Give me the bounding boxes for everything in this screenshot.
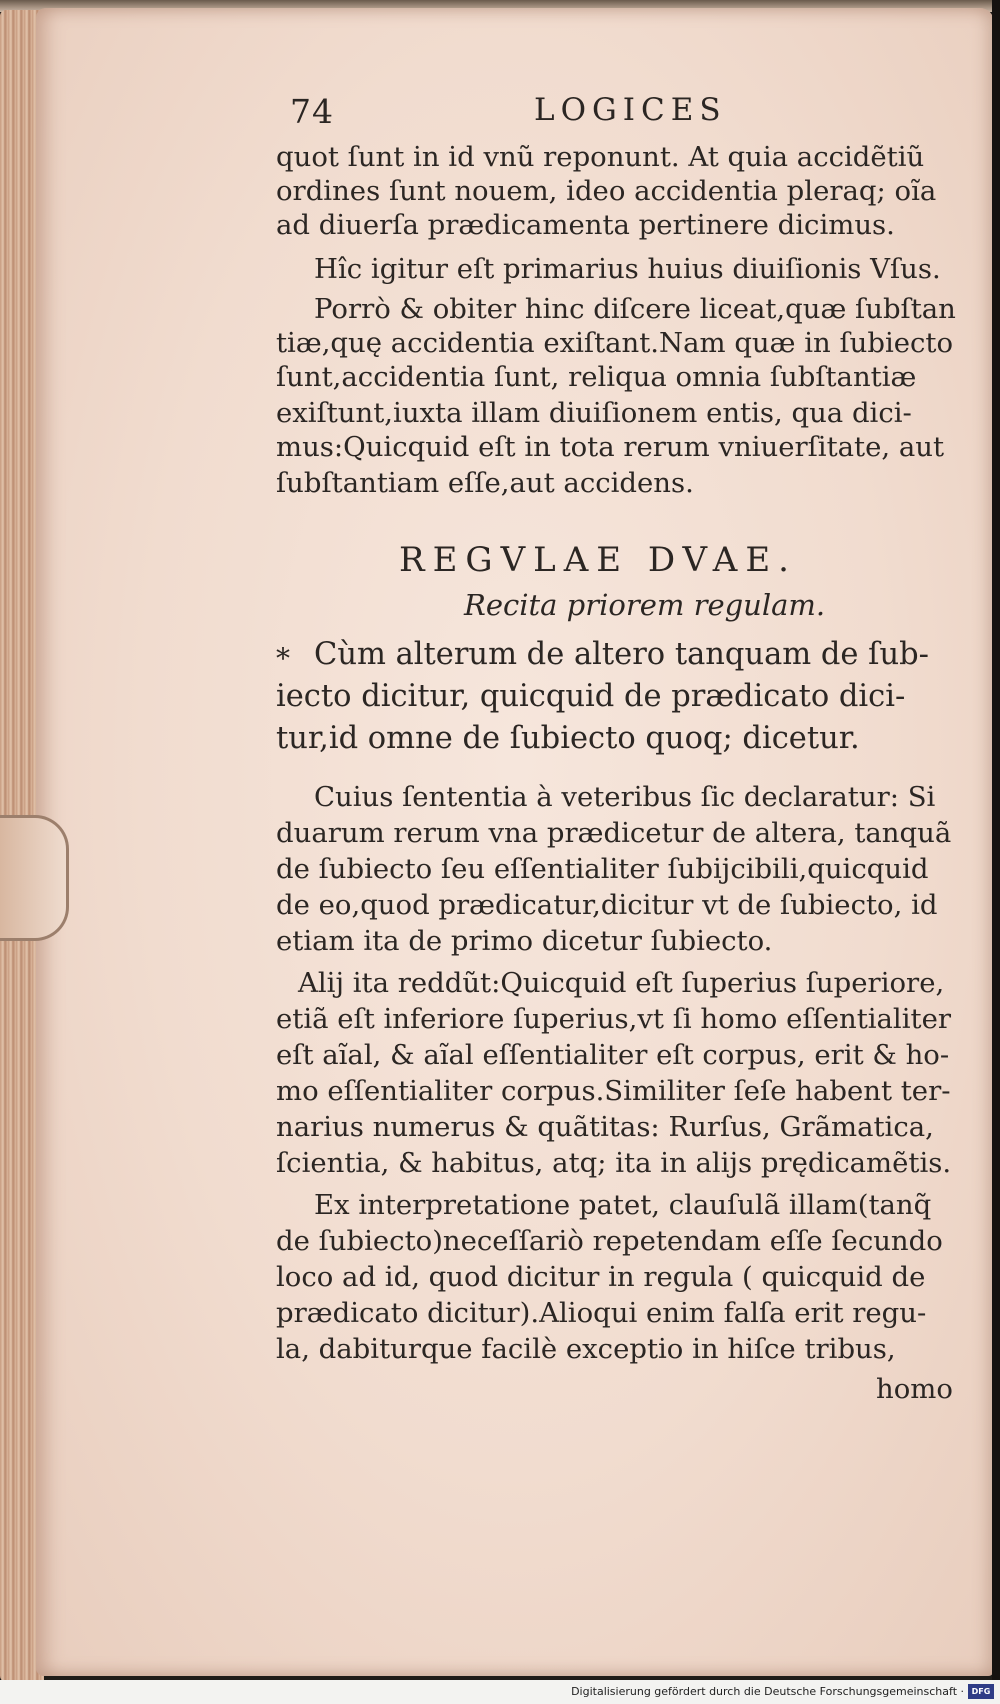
text-line: ad diuerſa prædicamenta pertinere dicimus. [276,209,895,241]
text-line: Porrò & obiter hinc diſcere liceat,quæ ſubſtan [314,293,956,325]
text-line: mo eſſentialiter corpus.Similiter ſeſe habent ter- [276,1075,951,1107]
paper-page [36,8,994,1676]
text-line: ſubſtantiam eſſe,aut accidens. [276,467,694,499]
text-line: quot ſunt in id vnũ reponunt. At quia accidẽtiũ [276,141,925,173]
right-dark-margin [992,0,1000,1680]
rule-line: tur,id omne de ſubiecto quoq; dicetur. [276,721,860,756]
rule-marker: * [276,642,290,675]
text-line: ſunt,accidentia ſunt, reliqua omnia ſubſtantiæ [276,361,917,393]
text-line: la, dabiturque facilè exceptio in hiſce tribus, [276,1333,896,1365]
text-line: prædicato dicitur).Alioqui enim falſa erit regu- [276,1297,927,1329]
text-line: exiſtunt,iuxta illam diuiſionem entis, qua dici- [276,397,912,429]
text-line: duarum rerum vna prædicetur de altera, tanquã [276,817,952,849]
text-line: Hîc igitur eſt primarius huius diuiſionis Vſus. [314,253,941,285]
catchword: homo [876,1373,953,1405]
thumb-index-tab [0,815,69,941]
text-line: ſcientia, & habitus, atq; ita in alijs prędicamẽtis. [276,1147,952,1179]
section-title: REGVLAE DVAE. [399,540,797,580]
text-line: de ſubiecto)neceſſariò repetendam eſſe ſecundo [276,1225,943,1257]
text-line: de eo,quod prædicatur,dicitur vt de ſubiecto, id [276,889,938,921]
text-line: mus:Quicquid eſt in tota rerum vniuerſitate, aut [276,431,945,463]
rule-line: iecto dicitur, quicquid de prædicato dici- [276,679,906,714]
text-line: loco ad id, quod dicitur in regula ( quicquid de [276,1261,926,1293]
text-line: Ex interpretatione patet, clauſulã illam(tanq̃ [314,1189,932,1221]
text-line: narius numerus & quãtitas: Rurſus, Grãmatica, [276,1111,934,1143]
text-line: Alij ita reddũt:Quicquid eſt ſuperius ſuperiore, [298,967,945,999]
page-header [284,92,984,132]
section-subtitle: Recita priorem regulam. [464,588,826,622]
digitization-footer [0,1680,1000,1704]
text-line: etiam ita de primo dicetur ſubiecto. [276,925,773,957]
rule-line: Cùm alterum de altero tanquam de ſub- [314,637,929,672]
text-line: tiæ,quę accidentia exiſtant.Nam quæ in ſubiecto [276,327,954,359]
text-line: eſt aĩal, & aĩal eſſentialiter eſt corpus, erit & ho- [276,1039,950,1071]
text-line: de ſubiecto ſeu eſſentialiter ſubijcibili,quicquid [276,853,929,885]
text-line: etiã eſt inferiore ſuperius,vt ſi homo eſſentialiter [276,1003,951,1035]
text-line: ordines ſunt nouem, ideo accidentia pleraq; oĩa [276,175,937,207]
funding-credit: Digitalisierung gefördert durch die Deutsche Forschungsgemeinschaft · [571,1685,964,1698]
page-number: 74 [290,92,334,131]
dfg-logo: DFG [968,1684,994,1699]
text-line: Cuius ſententia à veteribus ſic declaratur: Si [314,781,936,813]
running-head: LOGICES [534,92,727,128]
